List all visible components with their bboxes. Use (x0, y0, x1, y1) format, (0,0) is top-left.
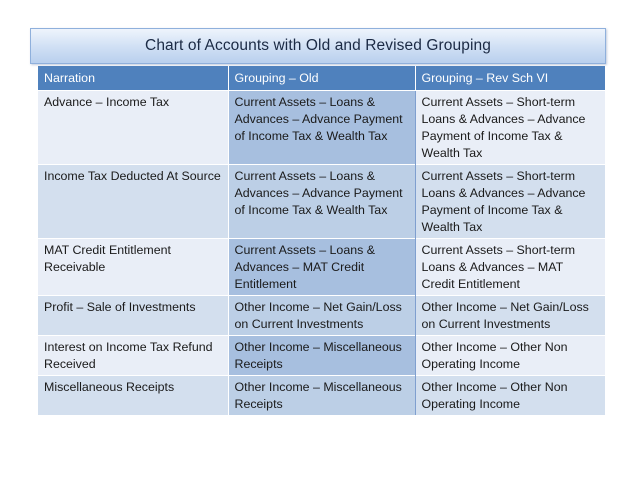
cell-grouping-rev: Other Income – Other Non Operating Income (415, 336, 605, 376)
table-row (38, 376, 605, 416)
cell-grouping-rev: Other Income – Net Gain/Loss on Current Investments (415, 296, 605, 336)
cell-narration: Profit – Sale of Investments (38, 296, 228, 336)
table-row (38, 91, 605, 165)
cell-narration: Interest on Income Tax Refund Received (38, 336, 228, 376)
table-row (38, 296, 605, 336)
table-body (38, 91, 605, 416)
table-row (38, 239, 605, 296)
cell-grouping-old: Other Income – Net Gain/Loss on Current Investments (228, 296, 415, 336)
header-narration: Narration (38, 66, 228, 91)
page-title: Chart of Accounts with Old and Revised Grouping (145, 37, 491, 54)
cell-grouping-old: Current Assets – Loans & Advances – MAT Credit Entitlement (228, 239, 415, 296)
table-row (38, 336, 605, 376)
cell-grouping-rev: Current Assets – Short-term Loans & Advances – MAT Credit Entitlement (415, 239, 605, 296)
cell-grouping-old: Current Assets – Loans & Advances – Advance Payment of Income Tax & Wealth Tax (228, 165, 415, 239)
cell-grouping-old: Other Income – Miscellaneous Receipts (228, 336, 415, 376)
cell-grouping-old: Other Income – Miscellaneous Receipts (228, 376, 415, 416)
title-banner (30, 28, 606, 64)
table-row (38, 165, 605, 239)
cell-narration: Miscellaneous Receipts (38, 376, 228, 416)
cell-narration: Income Tax Deducted At Source (38, 165, 228, 239)
table-header (38, 66, 605, 91)
cell-grouping-rev: Current Assets – Short-term Loans & Advances – Advance Payment of Income Tax & Wealth Tax (415, 91, 605, 165)
cell-narration: MAT Credit Entitlement Receivable (38, 239, 228, 296)
cell-grouping-old: Current Assets – Loans & Advances – Advance Payment of Income Tax & Wealth Tax (228, 91, 415, 165)
cell-grouping-rev: Current Assets – Short-term Loans & Advances – Advance Payment of Income Tax & Wealth Tax (415, 165, 605, 239)
accounts-table (38, 66, 605, 415)
header-grouping-rev: Grouping – Rev Sch VI (415, 66, 605, 91)
header-grouping-old: Grouping – Old (228, 66, 415, 91)
header-row (38, 66, 605, 91)
cell-narration: Advance – Income Tax (38, 91, 228, 165)
cell-grouping-rev: Other Income – Other Non Operating Income (415, 376, 605, 416)
